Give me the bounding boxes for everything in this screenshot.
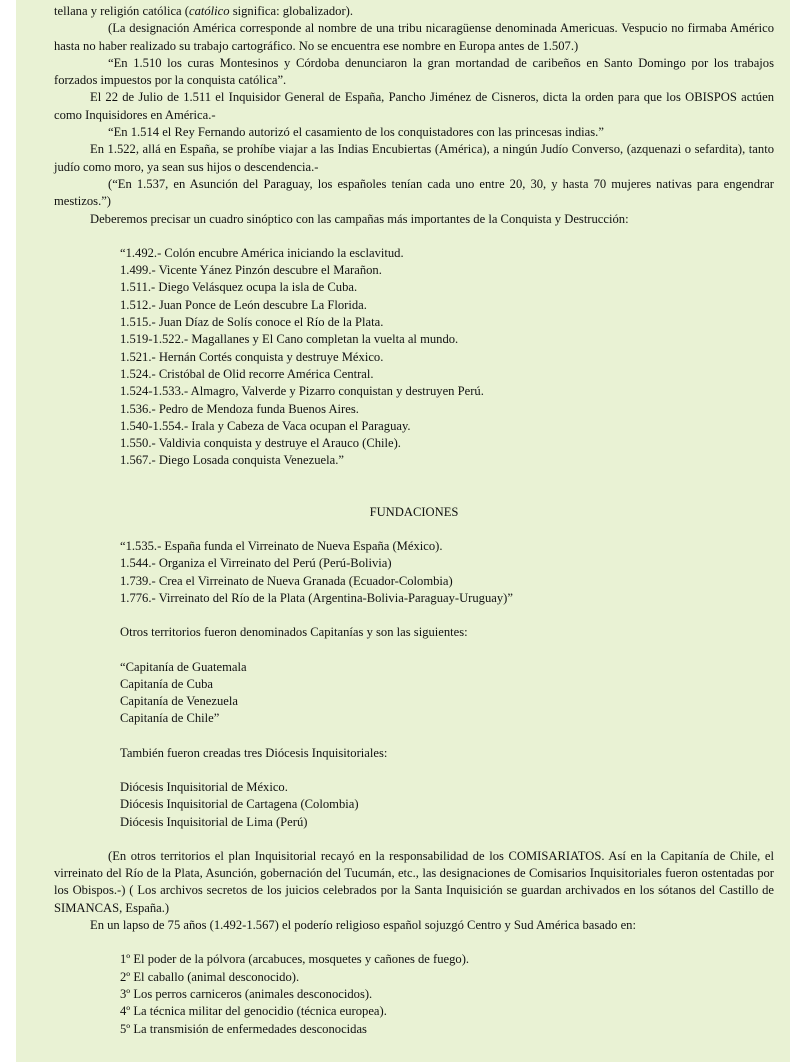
list-item: Diócesis Inquisitorial de Cartagena (Colombia): [120, 797, 359, 812]
list-item: 1.540-1.554.- Irala y Cabeza de Vaca ocupan el Paraguay.: [120, 418, 411, 433]
list-item: 1.550.- Valdivia conquista y destruye el Arauco (Chile).: [120, 436, 401, 451]
list-item: 1.739.- Crea el Virreinato de Nueva Granada (Ecuador-Colombia): [120, 573, 453, 588]
list-item: Diócesis Inquisitorial de México.: [120, 779, 288, 794]
diocesis-intro: También fueron creadas tres Diócesis Inquisitoriales:: [120, 745, 388, 760]
document-page: [16, 0, 790, 1062]
factores-list: [54, 951, 774, 1037]
list-item: 1.499.- Vicente Yánez Pinzón descubre el Marañon.: [120, 263, 382, 278]
fundaciones-list: [54, 538, 774, 607]
paragraph: “En 1.514 el Rey Fernando autorizó el casamiento de los conquistadores con las princesas indias.”: [108, 125, 604, 140]
list-item: 1.512.- Juan Ponce de León descubre La Florida.: [120, 297, 367, 312]
paragraph: (La designación América corresponde al nombre de una tribu nicaragüense denominada Americuas. Vespucio no firmaba Américo hasta no haber realizado su trabajo cartográfico. No se encuentra ese nombre en Europa antes de 1.507.): [54, 21, 774, 53]
list-item: 3º Los perros carniceros (animales desconocidos).: [120, 986, 373, 1001]
paragraph: En 1.522, allá en España, se prohíbe viajar a las Indias Encubiertas (América), a ningún Judío Converso, (azquenazi o sefardita), tanto judío como moro, ya sean sus hijos o descendencia.-: [54, 142, 774, 174]
list-item: 1.519-1.522.- Magallanes y El Cano completan la vuelta al mundo.: [120, 332, 459, 347]
list-item: Capitanía de Venezuela: [120, 694, 238, 709]
list-item: 1º El poder de la pólvora (arcabuces, mosquetes y cañones de fuego).: [120, 952, 470, 967]
text-column: [54, 3, 774, 1038]
list-item: 5º La transmisión de enfermedades desconocidas: [120, 1021, 367, 1036]
paragraph: El 22 de Julio de 1.511 el Inquisidor General de España, Pancho Jiménez de Cisneros, dicta la orden para que los OBISPOS actúen como Inquisidores en América.-: [54, 90, 774, 122]
campaigns-list: [54, 245, 774, 470]
paragraph: (“En 1.537, en Asunción del Paraguay, los españoles tenían cada uno entre 20, 30, y hasta 70 mujeres nativas para engendrar mestizos.”): [54, 176, 774, 209]
capitanias-intro: Otros territorios fueron denominados Capitanías y son las siguientes:: [120, 625, 468, 640]
paragraph: tellana y religión católica (católico significa: globalizador).: [54, 4, 354, 18]
diocesis-list: [54, 779, 774, 831]
list-item: Capitanía de Chile”: [120, 711, 220, 726]
paragraph: (En otros territorios el plan Inquisitorial recayó en la responsabilidad de los COMISARIATOS. Así en la Capitanía de Chile, el virreinato del Río de la Plata, Asunción, gobernación del Tucumán, etc., las designaciones de Comisarios Inquisitoriales fueron ostentadas por los Obispos.-) ( Los archivos secretos de los juicios celebrados por la Santa Inquisición se guardan archivados en los sótanos del Castillo de SIMANCAS, España.): [54, 848, 774, 915]
list-item: 1.776.- Virreinato del Río de la Plata (Argentina-Bolivia-Paraguay-Uruguay)”: [120, 590, 513, 605]
paragraph: Deberemos precisar un cuadro sinóptico con las campañas más importantes de la Conquista y Destrucción:: [90, 211, 629, 226]
list-item: “1.492.- Colón encubre América iniciando la esclavitud.: [120, 245, 404, 260]
list-item: Capitanía de Cuba: [120, 676, 214, 691]
list-item: “Capitanía de Guatemala: [120, 659, 247, 674]
list-item: 2º El caballo (animal desconocido).: [120, 969, 300, 984]
paragraph: “En 1.510 los curas Montesinos y Córdoba denunciaron la gran mortandad de caribeños en Santo Domingo por los trabajos forzados impuestos por la conquista católica”.: [54, 55, 774, 88]
paragraph: En un lapso de 75 años (1.492-1.567) el poderío religioso español sojuzgó Centro y Sud América basado en:: [90, 918, 636, 933]
list-item: 1.524-1.533.- Almagro, Valverde y Pizarro conquistan y destruyen Perú.: [120, 384, 484, 399]
list-item: 1.567.- Diego Losada conquista Venezuela.”: [120, 453, 344, 468]
capitanias-list: [54, 659, 774, 728]
list-item: “1.535.- España funda el Virreinato de Nueva España (México).: [120, 539, 443, 554]
list-item: 1.511.- Diego Velásquez ocupa la isla de Cuba.: [120, 280, 358, 295]
list-item: Diócesis Inquisitorial de Lima (Perú): [120, 814, 308, 829]
list-item: 1.521.- Hernán Cortés conquista y destruye México.: [120, 349, 384, 364]
list-item: 1.536.- Pedro de Mendoza funda Buenos Aires.: [120, 401, 359, 416]
list-item: 1.515.- Juan Díaz de Solís conoce el Río de la Plata.: [120, 315, 384, 330]
section-heading: FUNDACIONES: [369, 504, 459, 519]
list-item: 4º La técnica militar del genocidio (técnica europea).: [120, 1004, 387, 1019]
emphasis: católico: [188, 4, 230, 18]
list-item: 1.544.- Organiza el Virreinato del Perú (Perú-Bolivia): [120, 556, 392, 571]
list-item: 1.524.- Cristóbal de Olid recorre América Central.: [120, 366, 374, 381]
